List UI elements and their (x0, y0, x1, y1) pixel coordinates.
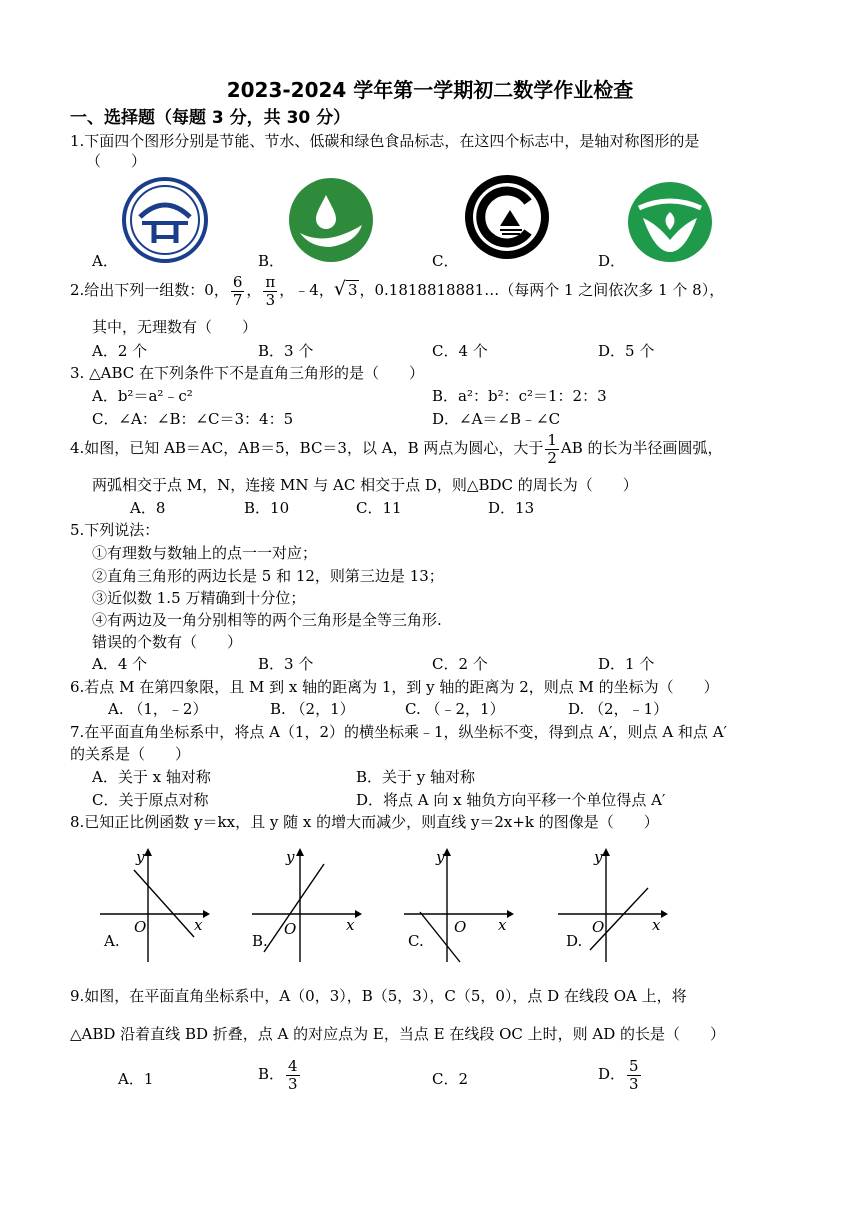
q5-ask: 错误的个数有（ ） (92, 633, 243, 651)
q5-item-3: ③近似数 1.5 万精确到十分位； (92, 589, 306, 607)
q8-b-origin: O (284, 920, 297, 938)
q9-line2: △ABD 沿着直线 BD 折叠，点 A 的对应点为 E，当点 E 在线段 OC 上时，则 AD 的长是（ ） (70, 1025, 726, 1043)
q6-option-a[interactable]: A. （1，﹣2） (108, 700, 208, 718)
q9-fraction-5-3: $\frac{5}{3}$ (629, 1056, 639, 1093)
q5-option-d[interactable]: D．1 个 (598, 655, 655, 673)
q2-option-a[interactable]: A．2 个 (92, 342, 148, 360)
q6-stem: 6.若点 M 在第四象限，且 M 到 x 轴的距离为 1，到 y 轴的距离为 2，则点 M 的坐标为（ ） (70, 678, 719, 696)
q5-option-b[interactable]: B．3 个 (258, 655, 314, 673)
q3-option-a[interactable]: A．b²＝a²﹣c² (92, 387, 193, 405)
q3-option-b[interactable]: B．a²：b²：c²＝1：2：3 (432, 387, 607, 405)
q9-option-a[interactable]: A．1 (118, 1070, 154, 1088)
green-food-logo (625, 178, 715, 266)
q9-option-c[interactable]: C．2 (432, 1070, 469, 1088)
q8-graph-a (98, 842, 213, 964)
q8-option-a[interactable]: A. (104, 932, 120, 950)
q1-option-b[interactable]: B． (258, 252, 285, 270)
q4-option-d[interactable]: D．13 (488, 499, 535, 517)
q9-fraction-4-3: $\frac{4}{3}$ (288, 1056, 298, 1093)
q1-paren: （ ） (86, 152, 147, 170)
q9-option-b[interactable]: B． $\frac{4}{3}$ (258, 1056, 298, 1093)
q4-stem: 4.如图，已知 AB＝AC，AB＝5，BC＝3，以 A，B 两点为圆心，大于 $\frac{1}{2}$ AB 的长为半径画圆弧， (70, 430, 723, 467)
q9-option-d[interactable]: D． $\frac{5}{3}$ (598, 1056, 639, 1093)
q8-c-x-label: x (498, 916, 507, 934)
q5-option-a[interactable]: A．4 个 (92, 655, 148, 673)
q8-a-x-label: x (194, 916, 203, 934)
q8-stem: 8.已知正比例函数 y＝kx，且 y 随 x 的增大而减少，则直线 y＝2x+k 的图像是（ ） (70, 813, 659, 831)
q8-graph-b (250, 842, 365, 964)
q3-option-c[interactable]: C．∠A：∠B：∠C＝3：4：5 (92, 410, 294, 428)
q8-graph-c (402, 842, 517, 964)
q2-line2: 其中，无理数有（ ） (92, 318, 258, 336)
q1-stem: 1.下面四个图形分别是节能、节水、低碳和绿色食品标志，在这四个标志中，是轴对称图形的是 (70, 132, 700, 150)
q2-stem: 2.给出下列一组数：0， $\frac{6}{7}$ ， $\frac{\pi}{3}$ ，﹣4，√ 3 ，0.1818818881…（每两个 1 之间依次多 1 个 8）， (70, 272, 725, 309)
q2-sqrt-3: √ 3 (333, 278, 358, 300)
q1-option-c[interactable]: C． (432, 252, 459, 270)
q5-stem: 5.下列说法： (70, 521, 160, 539)
q2-option-c[interactable]: C．4 个 (432, 342, 488, 360)
q8-d-origin: O (592, 918, 605, 936)
q8-d-y-label: y (594, 848, 603, 866)
q1-option-a[interactable]: A． (92, 252, 118, 270)
q8-c-origin: O (454, 918, 467, 936)
q7-option-a[interactable]: A．关于 x 轴对称 (92, 768, 211, 786)
q9-stem: 9.如图，在平面直角坐标系中，A（0，3），B（5，3），C（5，0），点 D 在线段 OA 上，将 (70, 987, 687, 1005)
q7-option-c[interactable]: C．关于原点对称 (92, 791, 209, 809)
q7-line2: 的关系是（ ） (70, 745, 191, 763)
q8-d-x-label: x (652, 916, 661, 934)
page-title: 2023-2024 学年第一学期初二数学作业检查 (226, 78, 634, 102)
section-heading: 一、选择题（每题 3 分，共 30 分） (70, 108, 351, 128)
q4-option-b[interactable]: B．10 (244, 499, 290, 517)
q6-option-d[interactable]: D. （2，﹣1） (568, 700, 669, 718)
q5-item-1: ①有理数与数轴上的点一一对应； (92, 544, 318, 562)
q8-c-y-label: y (436, 848, 445, 866)
q8-b-y-label: y (286, 848, 295, 866)
q7-stem: 7.在平面直角坐标系中，将点 A（1，2）的横坐标乘﹣1，纵坐标不变，得到点 A′，则点 A 和点 A′ (70, 723, 727, 741)
q8-option-c[interactable]: C. (408, 932, 424, 950)
q8-b-x-label: x (346, 916, 355, 934)
q1-option-d[interactable]: D． (598, 252, 626, 270)
q8-a-origin: O (134, 918, 147, 936)
q4-fraction-1-2: $\frac{1}{2}$ (547, 430, 557, 467)
q8-graph-d (556, 842, 671, 964)
q2-option-d[interactable]: D．5 个 (598, 342, 655, 360)
low-carbon-logo (462, 172, 552, 262)
q5-item-4: ④有两边及一角分别相等的两个三角形是全等三角形. (92, 611, 442, 629)
water-saving-logo (286, 175, 376, 265)
q2-fraction-pi-3: $\frac{\pi}{3}$ (265, 272, 276, 309)
q8-option-b[interactable]: B. (252, 932, 268, 950)
q8-a-y-label: y (136, 848, 145, 866)
q3-stem: 3. △ABC 在下列条件下不是直角三角形的是（ ） (70, 364, 424, 382)
q6-option-b[interactable]: B. （2，1） (270, 700, 355, 718)
q4-line2: 两弧相交于点 M，N，连接 MN 与 AC 相交于点 D，则△BDC 的周长为（ ） (92, 476, 638, 494)
energy-saving-logo (120, 175, 210, 265)
q2-fraction-6-7: $\frac{6}{7}$ (232, 272, 243, 309)
q4-option-c[interactable]: C．11 (356, 499, 402, 517)
q8-option-d[interactable]: D. (566, 932, 583, 950)
q5-item-2: ②直角三角形的两边长是 5 和 12，则第三边是 13； (92, 567, 444, 585)
q3-option-d[interactable]: D．∠A＝∠B﹣∠C (432, 410, 561, 428)
q4-option-a[interactable]: A．8 (130, 499, 166, 517)
q6-option-c[interactable]: C. （﹣2，1） (405, 700, 505, 718)
q5-option-c[interactable]: C．2 个 (432, 655, 488, 673)
q7-option-d[interactable]: D．将点 A 向 x 轴负方向平移一个单位得点 A′ (356, 791, 666, 809)
q2-option-b[interactable]: B．3 个 (258, 342, 314, 360)
q7-option-b[interactable]: B．关于 y 轴对称 (356, 768, 476, 786)
